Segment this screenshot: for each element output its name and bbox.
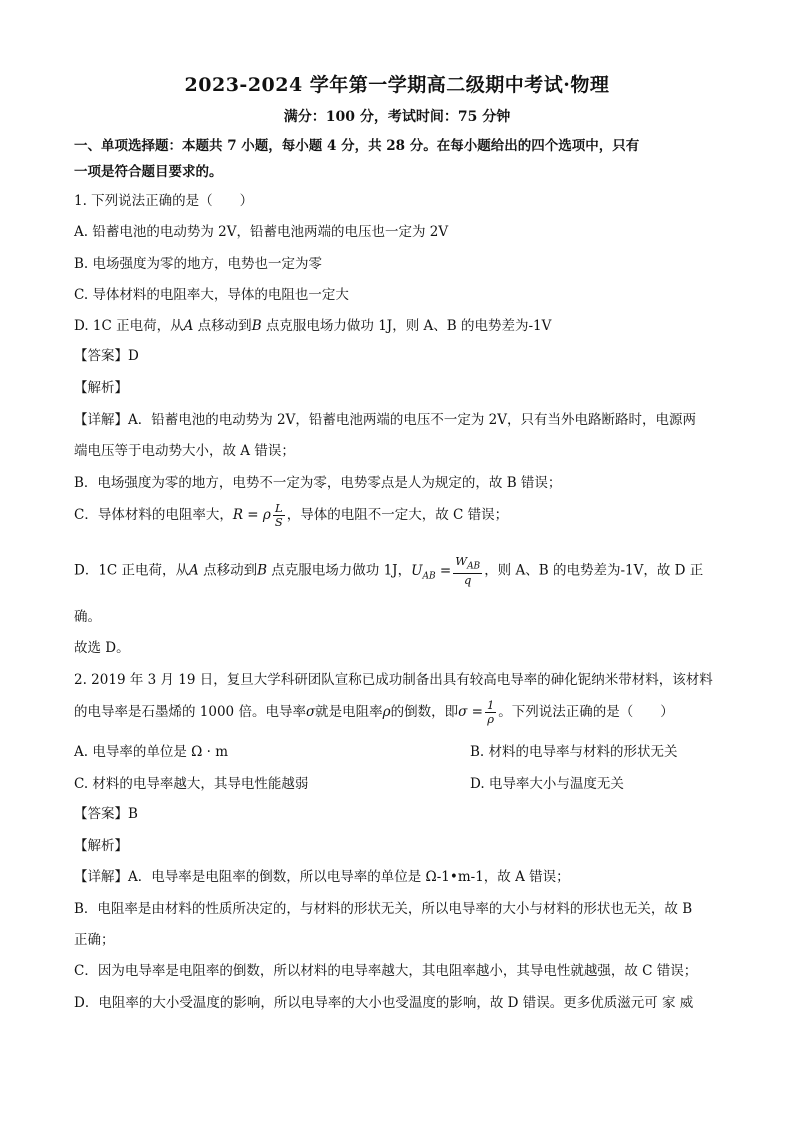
page-title: 2023-2024 学年第一学期高二级期中考试·物理: [184, 74, 610, 96]
q2-options-row1: [74, 742, 724, 762]
formula-conductivity-fraction: [485, 699, 496, 726]
formula-resistance-fraction: [273, 502, 285, 529]
q2-detail-d: D．电阻率的大小受温度的影响，所以电导率的大小也受温度的影响，故 D 错误。更多优质滋元可 家 威: [74, 995, 694, 1011]
formula-voltage-numerator: [453, 555, 482, 574]
q1-conclusion: 故选 D。: [74, 640, 130, 656]
formula-voltage-fraction: [453, 555, 482, 587]
q2-stem-line2-mid2: 的倒数，即: [390, 704, 459, 720]
q1-detail-d-point-b: B: [257, 562, 268, 579]
section-heading-line1: 一、单项选择题：本题共 7 小题，每小题 4 分，共 28 分。在每小题给出的四个选项中，只有: [74, 138, 640, 154]
q1-detail-d-mid: 点移动到: [198, 562, 258, 579]
q1-option-d-post: 点克服电场力做功 1J，则 A、B 的电势差为-1V: [261, 318, 552, 334]
q1-detail-d-pre: D．1C 正电荷，从: [74, 562, 190, 579]
q2-option-b: B. 材料的电导率与材料的形状无关: [470, 744, 678, 760]
q1-stem: 1. 下列说法正确的是（ ）: [74, 193, 254, 209]
q2-option-c: C. 材料的电导率越大，其导电性能越弱: [74, 776, 309, 792]
q1-detail-b: B．电场强度为零的地方，电势不一定为零，电势零点是人为规定的，故 B 错误；: [74, 475, 562, 491]
q2-options-row2: [74, 774, 724, 794]
q1-option-d-point-b: B: [251, 318, 262, 334]
q1-analysis-label: 【解析】: [74, 380, 128, 396]
q1-option-d: [74, 316, 724, 336]
q2-analysis-label: 【解析】: [74, 838, 128, 854]
q1-detail-c-post: ，导体的电阻不一定大，故 C 错误；: [286, 507, 509, 523]
q2-option-a: A. 电导率的单位是 Ω · m: [74, 744, 228, 760]
q1-answer: 【答案】D: [74, 348, 139, 364]
formula-voltage-lhs: $U_{AB}$ =: [411, 562, 452, 582]
q2-answer: 【答案】B: [74, 806, 138, 822]
formula-work-symbol: W: [455, 554, 468, 568]
q2-stem-line2-pre: 的电导率是石墨烯的 1000 倍。电导率: [74, 704, 306, 720]
formula-resistance-numerator: L: [273, 502, 285, 516]
q2-detail-b-line1: B．电阻率是由材料的性质所决定的，与材料的形状无关，所以电导率的大小与材料的形状也无关，故 B: [74, 901, 693, 917]
q2-rho-symbol: ρ: [382, 704, 391, 720]
q1-detail-d-point-a: A: [189, 562, 199, 579]
q1-detail-d-line2: 确。: [74, 609, 101, 625]
formula-resistance-denominator: S: [274, 515, 283, 529]
q2-detail-b-line2: 正确；: [74, 932, 115, 948]
q1-detail-d: [74, 555, 724, 591]
q1-detail-c-pre: C．导体材料的电阻率大，: [74, 507, 233, 523]
q2-stem-line2-mid: 就是电阻率: [315, 704, 383, 720]
q2-stem-line2: [74, 697, 724, 727]
q2-option-d: D. 电导率大小与温度无关: [470, 776, 624, 792]
formula-work-subscript: AB: [467, 561, 481, 572]
q1-detail-a-line2: 端电压等于电动势大小，故 A 错误；: [74, 443, 295, 459]
q2-detail-a: 【详解】A．电导率是电阻率的倒数，所以电导率的单位是 Ω-1•m-1，故 A 错误；: [74, 869, 570, 885]
q1-option-b: B. 电场强度为零的地方，电势也一定为零: [74, 256, 323, 272]
formula-resistance-lhs: R = ρ: [232, 507, 271, 523]
exam-info: 满分：100 分，考试时间：75 分钟: [283, 109, 511, 125]
q1-option-d-pre: D. 1C 正电荷，从: [74, 318, 184, 334]
q1-detail-d-mid2: 点克服电场力做功 1J，: [267, 562, 412, 579]
q2-stem-line1: 2. 2019 年 3 月 19 日，复旦大学科研团队宣称已成功制备出具有较高电导率的砷化铌纳米带材料，该材料: [74, 672, 713, 688]
formula-voltage-symbol: U: [411, 562, 423, 579]
formula-conductivity-numerator: 1: [486, 698, 495, 712]
formula-conductivity-denominator: ρ: [487, 712, 494, 726]
q2-sigma-symbol: σ: [305, 704, 316, 720]
formula-conductivity-lhs: σ =: [458, 704, 483, 720]
q1-option-c: C. 导体材料的电阻率大，导体的电阻也一定大: [74, 287, 349, 303]
q1-option-d-mid: 点移动到: [193, 318, 252, 334]
q1-detail-a-line1: 【详解】A．铅蓄电池的电动势为 2V，铅蓄电池两端的电压不一定为 2V，只有当外电路断路时，电源两: [74, 412, 697, 428]
q2-detail-c: C．因为电导率是电阻率的倒数，所以材料的电导率越大，其电阻率越小，其导电性就越强，故 C 错误；: [74, 963, 698, 979]
q2-stem-line2-post: 。下列说法正确的是（ ）: [498, 704, 674, 720]
q1-option-d-point-a: A: [183, 318, 194, 334]
section-heading-line2: 一项是符合题目要求的。: [74, 164, 223, 180]
q1-detail-d-post: ，则 A、B 的电势差为-1V，故 D 正: [484, 562, 704, 579]
formula-voltage-denominator: q: [464, 573, 472, 588]
q1-detail-c: [74, 500, 724, 530]
formula-voltage-subscript: AB: [422, 571, 436, 582]
q1-option-a: A. 铅蓄电池的电动势为 2V，铅蓄电池两端的电压也一定为 2V: [74, 224, 449, 240]
